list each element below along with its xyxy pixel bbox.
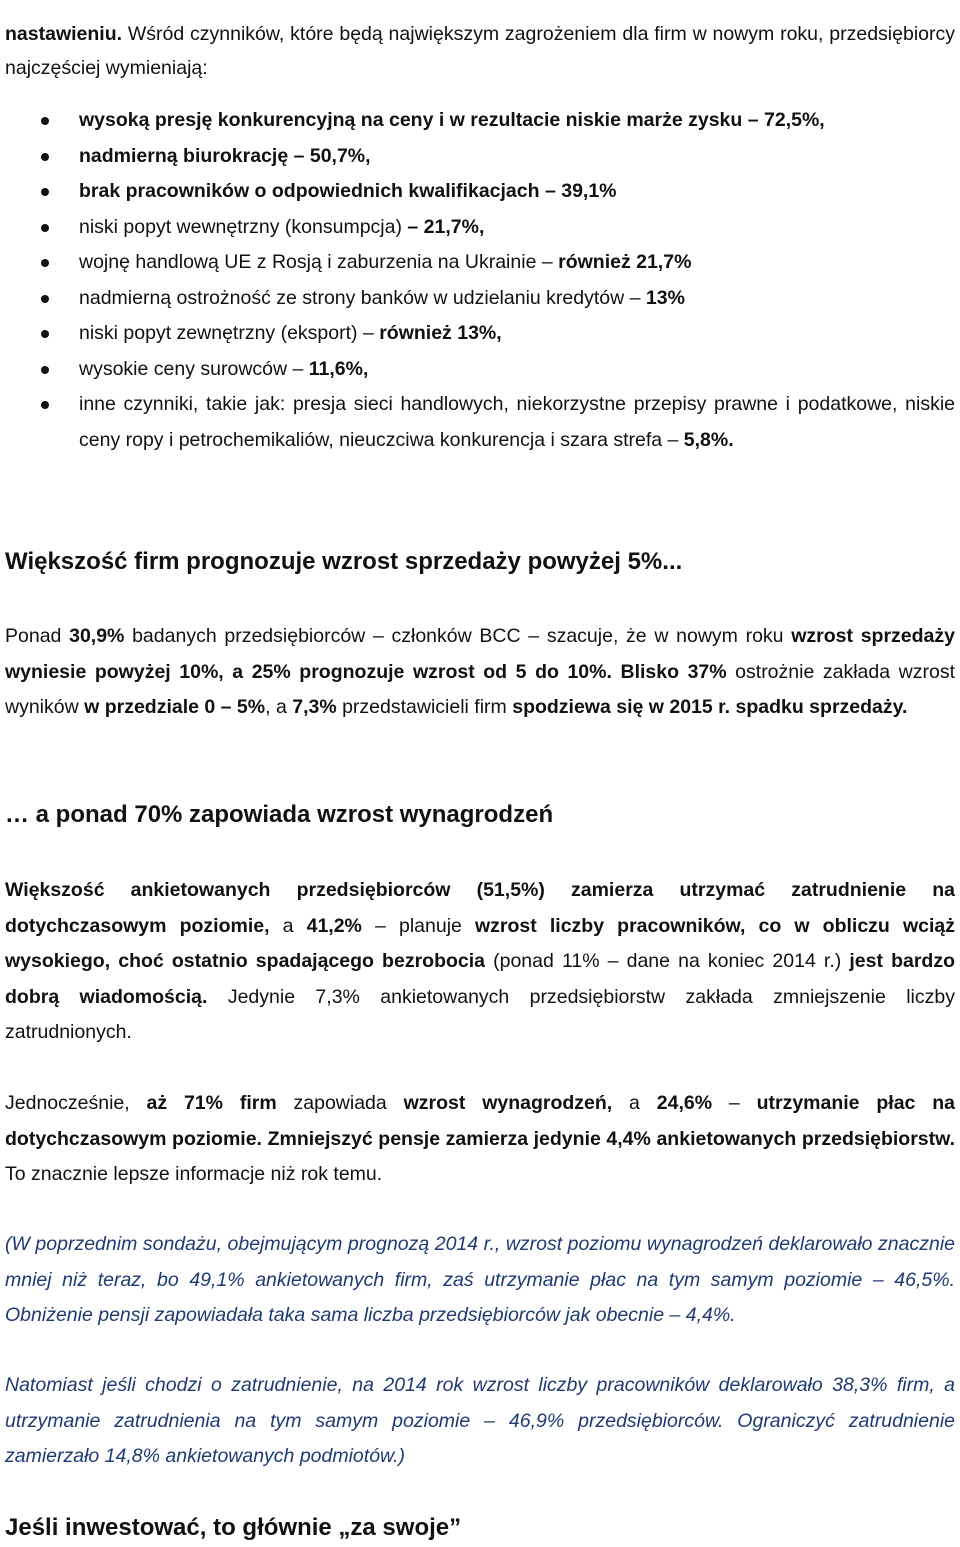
list-item: wysokie ceny surowców – 11,6%, — [5, 352, 955, 388]
bullet-icon — [41, 153, 49, 161]
bullet-icon — [41, 224, 49, 232]
bullet-icon — [41, 401, 49, 409]
intro-paragraph — [5, 17, 955, 85]
wages-paragraph: Jednocześnie, aż 71% firm zapowiada wzrost wynagrodzeń, a 24,6% – utrzymanie płac na dotychczasowym poziomie. Zmniejszyć pensje zamierza jedynie 4,4% ankietowanych przedsiębiorstw. To znacznie lepsze informacje niż rok temu. — [5, 1092, 955, 1185]
list-item: inne czynniki, takie jak: presja sieci handlowych, niekorzystne przepisy prawne i podatkowe, niskie ceny ropy i petrochemikaliów, nieuczciwa konkurencja i szara strefa – 5,8%. — [5, 387, 955, 458]
previous-employment-note: Natomiast jeśli chodzi o zatrudnienie, na 2014 rok wzrost liczby pracowników deklarowało 38,3% firm, a utrzymanie zatrudnienia na tym samym poziomie – 46,9% przedsiębiorców. Ograniczyć zatrudnienie zamierzało 14,8% ankietowanych podmiotów.) — [5, 1374, 955, 1467]
list-item: wysoką presję konkurencyjną na ceny i w rezultacie niskie marże zysku – 72,5%, — [5, 103, 955, 139]
bullet-icon — [41, 188, 49, 196]
list-item: nadmierną biurokrację – 50,7%, — [5, 139, 955, 175]
section-heading-investment: Jeśli inwestować, to głównie „za swoje” — [5, 1514, 462, 1541]
list-item: niski popyt wewnętrzny (konsumpcja) – 21,7%, — [5, 210, 955, 246]
section-heading-sales: Większość firm prognozuje wzrost sprzedaży powyżej 5%... — [5, 548, 683, 575]
list-item: niski popyt zewnętrzny (eksport) – również 13%, — [5, 316, 955, 352]
previous-survey-note: (W poprzednim sondażu, obejmującym prognozą 2014 r., wzrost poziomu wynagrodzeń deklarowało znacznie mniej niż teraz, bo 49,1% ankietowanych firm, zaś utrzymanie płac na tym samym poziomie – 46,5%. Obniżenie pensji zapowiadała taka sama liczba przedsiębiorców jak obecnie – 4,4%. — [5, 1233, 955, 1326]
section-heading-wages: … a ponad 70% zapowiada wzrost wynagrodzeń — [5, 801, 554, 828]
employment-paragraph: Większość ankietowanych przedsiębiorców (51,5%) zamierza utrzymać zatrudnienie na dotychczasowym poziomie, a 41,2% – planuje wzrost liczby pracowników, co w obliczu wciąż wysokiego, choć ostatnio spadającego bezrobocia (ponad 11% – dane na koniec 2014 r.) jest bardzo dobrą wiadomością. Jedynie 7,3% ankietowanych przedsiębiorstw zakłada zmniejszenie liczby zatrudnionych. — [5, 879, 955, 1043]
list-item: brak pracowników o odpowiednich kwalifikacjach – 39,1% — [5, 174, 955, 210]
list-item: nadmierną ostrożność ze strony banków w udzielaniu kredytów – 13% — [5, 281, 955, 317]
bullet-icon — [41, 295, 49, 303]
intro-lead: nastawieniu. — [5, 22, 123, 45]
bullet-icon — [41, 330, 49, 338]
intro-text: Wśród czynników, które będą największym zagrożeniem dla firm w nowym roku, przedsiębiorcy najczęściej wymieniają: — [5, 22, 955, 79]
sales-paragraph: Ponad 30,9% badanych przedsiębiorców – członków BCC – szacuje, że w nowym roku wzrost sprzedaży wyniesie powyżej 10%, a 25% prognozuje wzrost od 5 do 10%. Blisko 37% ostrożnie zakłada wzrost wyników w przedziale 0 – 5%, a 7,3% przedstawicieli firm spodziewa się w 2015 r. spadku sprzedaży. — [5, 625, 955, 718]
bullet-icon — [41, 366, 49, 374]
bullet-icon — [41, 117, 49, 125]
bullet-icon — [41, 259, 49, 267]
list-item: wojnę handlową UE z Rosją i zaburzenia na Ukrainie – również 21,7% — [5, 245, 955, 281]
threat-factors-list — [5, 103, 955, 458]
